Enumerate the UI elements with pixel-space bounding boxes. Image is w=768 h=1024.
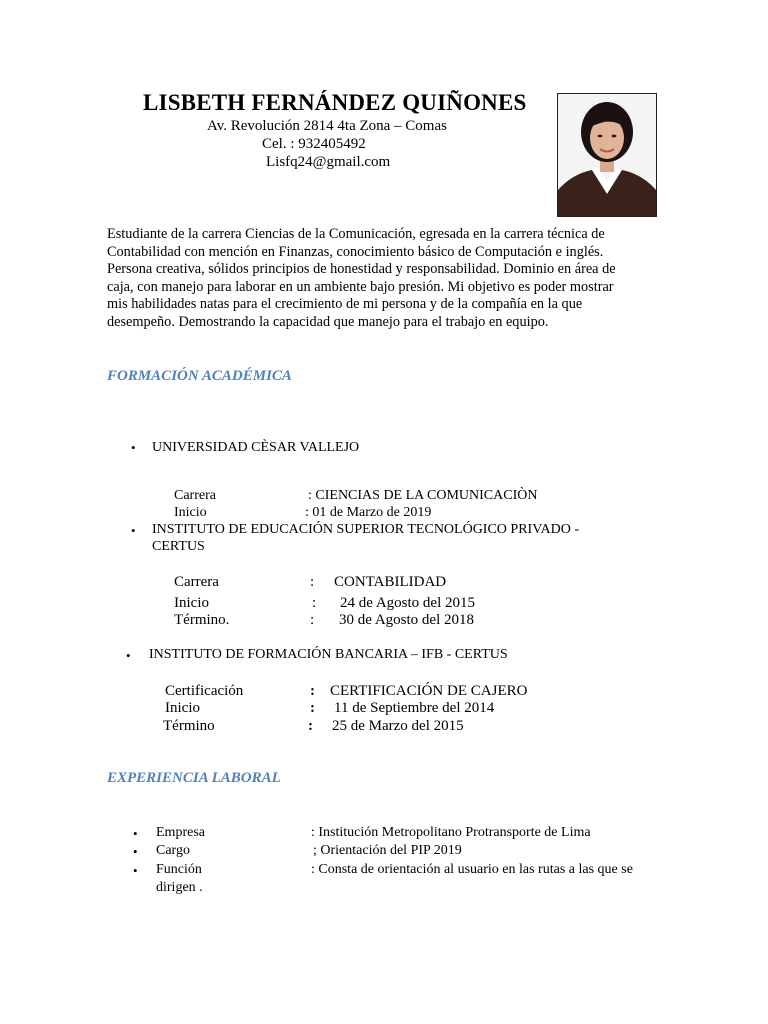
field-separator: : <box>308 718 313 734</box>
field-label: Carrera <box>174 488 216 503</box>
field-separator: : <box>310 574 315 590</box>
field-label: Carrera <box>174 574 219 590</box>
experience-heading: EXPERIENCIA LABORAL <box>107 770 281 786</box>
candidate-name: LISBETH FERNÁNDEZ QUIÑONES <box>143 90 527 115</box>
field-value: : CIENCIAS DE LA COMUNICACIÒN <box>308 488 538 503</box>
address: Av. Revolución 2814 4ta Zona – Comas <box>207 118 447 134</box>
field-separator: : <box>310 612 315 628</box>
phone: Cel. : 932405492 <box>262 136 366 152</box>
profile-summary <box>107 226 652 332</box>
field-value: 11 de Septiembre del 2014 <box>334 700 495 716</box>
field-value-continued: dirigen . <box>156 880 203 895</box>
institution-name: INSTITUTO DE FORMACIÓN BANCARIA – IFB - CERTUS <box>149 647 508 662</box>
field-value: ; Orientación del PIP 2019 <box>313 843 462 858</box>
field-value: 30 de Agosto del 2018 <box>339 612 474 628</box>
institution-name: INSTITUTO DE EDUCACIÓN SUPERIOR TECNOLÓGICO PRIVADO - <box>152 522 580 537</box>
institution-name: UNIVERSIDAD CÈSAR VALLEJO <box>152 440 360 455</box>
bullet-icon: • <box>133 826 138 841</box>
field-label: Cargo <box>156 843 190 858</box>
institution-name-continued: CERTUS <box>152 539 205 554</box>
summary-line: Persona creativa, sólidos principios de honestidad y responsabilidad. Dominio en área de <box>107 261 616 278</box>
field-separator: : <box>310 700 315 716</box>
field-value: 25 de Marzo del 2015 <box>332 718 464 734</box>
field-separator: : <box>310 683 315 699</box>
profile-photo <box>557 93 657 217</box>
summary-line: mis habilidades natas para el crecimiento de mi persona y de la compañía en la que <box>107 296 583 313</box>
bullet-icon: • <box>126 648 131 663</box>
field-label: Inicio <box>174 595 209 611</box>
summary-line: Contabilidad con mención en Finanzas, conocimiento básico de Computación e inglés. <box>107 243 604 260</box>
summary-line: Estudiante de la carrera Ciencias de la Comunicación, egresada en la carrera técnica de <box>107 226 605 242</box>
field-value: 24 de Agosto del 2015 <box>340 595 475 611</box>
field-label: Término. <box>174 612 230 628</box>
email: Lisfq24@gmail.com <box>266 154 391 170</box>
field-label: Término <box>163 718 215 734</box>
bullet-icon: • <box>131 523 136 538</box>
field-label: Inicio <box>174 505 207 520</box>
field-value: : Consta de orientación al usuario en las rutas a las que se <box>311 862 633 877</box>
bullet-icon: • <box>131 440 136 455</box>
field-value: : Institución Metropolitano Protransporte de Lima <box>311 825 591 840</box>
field-value: : 01 de Marzo de 2019 <box>305 505 432 520</box>
bullet-icon: • <box>133 863 138 878</box>
field-label: Certificación <box>165 683 244 699</box>
field-value: CONTABILIDAD <box>334 574 447 590</box>
field-separator: : <box>312 595 317 611</box>
field-label: Empresa <box>156 825 205 840</box>
field-label: Función <box>156 862 202 877</box>
education-heading: FORMACIÓN ACADÉMICA <box>107 368 292 384</box>
bullet-icon: • <box>133 844 138 859</box>
field-label: Inicio <box>165 700 200 716</box>
field-value: CERTIFICACIÓN DE CAJERO <box>330 683 528 699</box>
summary-line: desempeño. Demostrando la capacidad que manejo para el trabajo en equipo. <box>107 313 549 330</box>
summary-line: caja, con manejo para laborar en un ambiente bajo presión. Mi objetivo es poder mostrar <box>107 278 614 295</box>
portrait-image <box>558 94 656 216</box>
